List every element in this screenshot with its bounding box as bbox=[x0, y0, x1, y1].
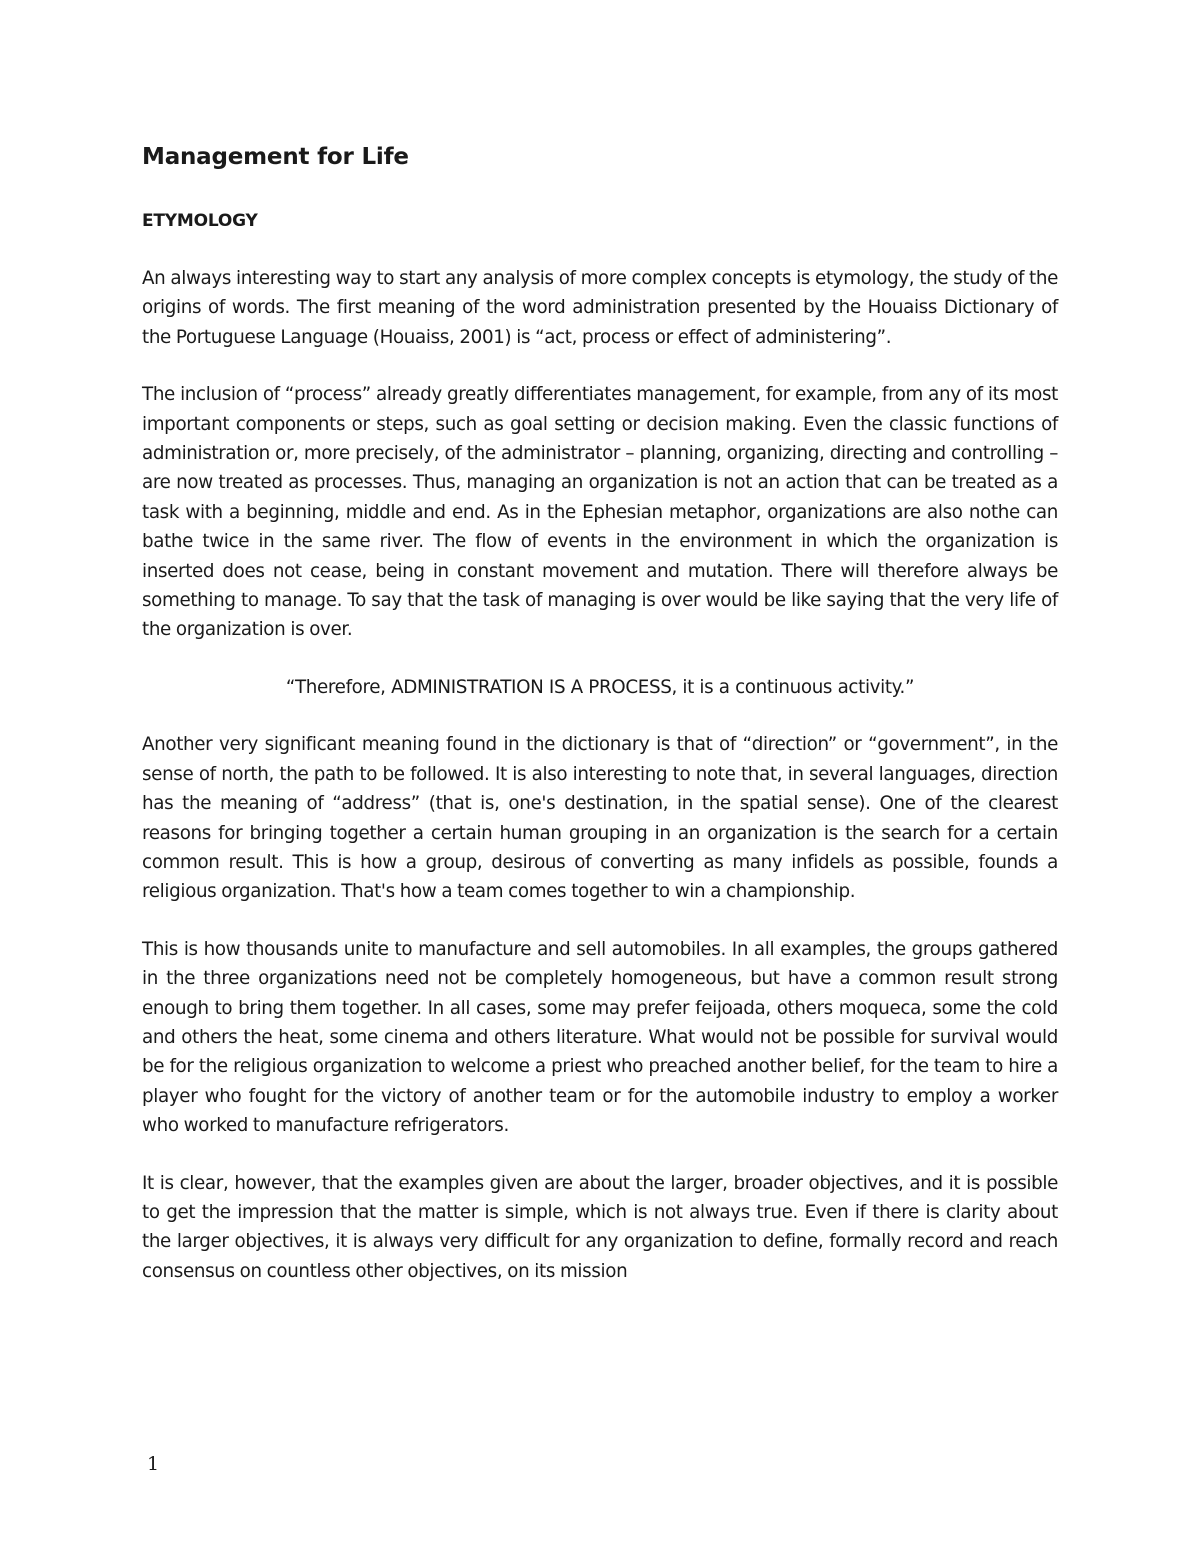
paragraph-1: An always interesting way to start any analysis of more complex concepts is etymology, the study of the origins of words. The first meaning of the word administration presented by the Houaiss Dictionary of the Portuguese Language (Houaiss, 2001) is “act, process or effect of administering”. bbox=[142, 268, 1058, 348]
page-number: 1 bbox=[147, 1453, 160, 1475]
paragraph-3: Another very significant meaning found in the dictionary is that of “direction” or “government”, in the sense of north, the path to be followed. It is also interesting to note that, in several languages, direction has the meaning of “address” (that is, one's destination, in the spatial sense). One of the clearest reasons for bringing together a certain human grouping in an organization is the search for a certain common result. This is how a group, desirous of converting as many infidels as possible, founds a religious organization. That's how a team comes together to win a championship. bbox=[142, 734, 1058, 903]
paragraph-5: It is clear, however, that the examples given are about the larger, broader objectives, and it is possible to get the impression that the matter is simple, which is not always true. Even if there is clarity about the larger objectives, it is always very difficult for any organization to define, formally record and reach consensus on countless other objectives, on its mission bbox=[142, 1172, 1058, 1282]
paragraph-4: This is how thousands unite to manufacture and sell automobiles. In all examples, the groups gathered in the three organizations need not be completely homogeneous, but have a common result strong enough to bring them together. In all cases, some may prefer feijoada, others moqueca, some the cold and others the heat, some cinema and others literature. What would not be possible for survival would be for the religious organization to welcome a priest who preached another belief, for the team to hire a player who fought for the victory of another team or for the automobile industry to employ a worker who worked to manufacture refrigerators. bbox=[142, 938, 1058, 1137]
paragraph-2: The inclusion of “process” already greatly differentiates management, for example, from any of its most important components or steps, such as goal setting or decision making. Even the classic functions of administration or, more precisely, of the administrator – planning, organizing, directing and controlling – are now treated as processes. Thus, managing an organization is not an action that can be treated as a task with a beginning, middle and end. As in the Ephesian metaphor, organizations are also nothe can bathe twice in the same river. The flow of events in the environment in which the organization is inserted does not cease, being in constant movement and mutation. There will therefore always be something to manage. To say that the task of managing is over would be like saying that the very life of the organization is over. bbox=[142, 384, 1058, 641]
pull-quote: “Therefore, ADMINISTRATION IS A PROCESS, it is a continuous activity.” bbox=[285, 676, 915, 698]
section-heading-etymology: ETYMOLOGY bbox=[142, 211, 258, 231]
document-title: Management for Life bbox=[142, 144, 409, 170]
document-body bbox=[142, 140, 1058, 1286]
